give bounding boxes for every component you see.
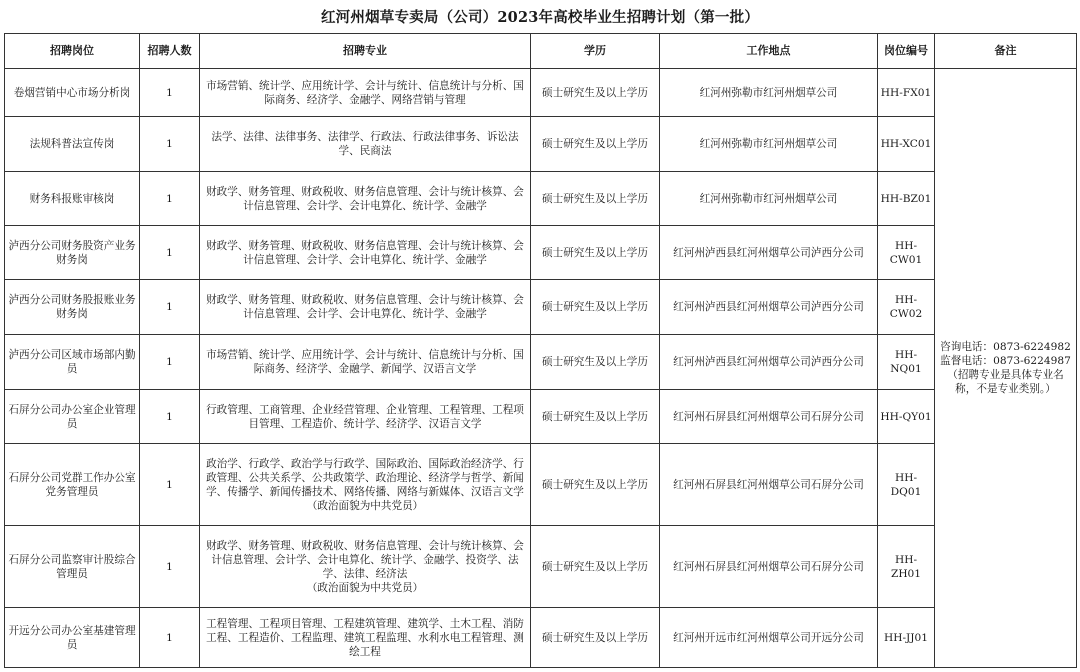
- count-cell: 1: [140, 226, 200, 280]
- position-cell: 财务科报账审核岗: [5, 172, 140, 226]
- location-cell: 红河州石屏县红河州烟草公司石屏分公司: [660, 444, 878, 526]
- majors-cell: [200, 69, 531, 117]
- remarks-cell: [935, 69, 1077, 668]
- position-cell: 石屏分公司监察审计股综合管理员: [5, 526, 140, 608]
- majors-cell: [200, 390, 531, 444]
- location-cell: 红河州弥勒市红河州烟草公司: [660, 69, 878, 117]
- majors-text: 财政学、财务管理、财政税收、财务信息管理、会计与统计核算、会计信息管理、会计学、会计电算化、统计学、金融学: [206, 294, 524, 320]
- code-cell: HH-QY01: [878, 390, 935, 444]
- table-row: [5, 226, 1077, 280]
- location-cell: 红河州泸西县红河州烟草公司泸西分公司: [660, 335, 878, 390]
- education-cell: 硕士研究生及以上学历: [531, 526, 660, 608]
- table-row: [5, 526, 1077, 608]
- count-cell: 1: [140, 117, 200, 172]
- education-cell: 硕士研究生及以上学历: [531, 69, 660, 117]
- page-title: 红河州烟草专卖局（公司）2023年高校毕业生招聘计划（第一批）: [320, 9, 760, 26]
- count-cell: 1: [140, 172, 200, 226]
- education-cell: 硕士研究生及以上学历: [531, 280, 660, 335]
- education-cell: 硕士研究生及以上学历: [531, 226, 660, 280]
- education-cell: 硕士研究生及以上学历: [531, 335, 660, 390]
- code-cell: HH-FX01: [878, 69, 935, 117]
- table-row: [5, 117, 1077, 172]
- code-cell: HH-CW02: [878, 280, 935, 335]
- education-cell: 硕士研究生及以上学历: [531, 117, 660, 172]
- position-cell: 卷烟营销中心市场分析岗: [5, 69, 140, 117]
- header-remarks: 备注: [935, 34, 1077, 69]
- position-cell: 泸西分公司区域市场部内勤员: [5, 335, 140, 390]
- count-cell: 1: [140, 608, 200, 668]
- table-row: [5, 172, 1077, 226]
- position-cell: 泸西分公司财务股报账业务财务岗: [5, 280, 140, 335]
- major-note: （招聘专业是具体专业名称，不是专业类别。）: [947, 369, 1064, 395]
- count-cell: 1: [140, 444, 200, 526]
- header-position: 招聘岗位: [5, 34, 140, 69]
- count-cell: 1: [140, 526, 200, 608]
- header-majors: 招聘专业: [200, 34, 531, 69]
- location-cell: 红河州石屏县红河州烟草公司石屏分公司: [660, 526, 878, 608]
- majors-text: 法学、法律、法律事务、法律学、行政法、行政法律事务、诉讼法学、民商法: [211, 131, 519, 157]
- location-cell: 红河州石屏县红河州烟草公司石屏分公司: [660, 390, 878, 444]
- count-cell: 1: [140, 69, 200, 117]
- majors-text: 财政学、财务管理、财政税收、财务信息管理、会计与统计核算、会计信息管理、会计学、会计电算化、统计学、金融学: [206, 185, 524, 212]
- majors-cell: [200, 280, 531, 335]
- code-cell: HH-ZH01: [878, 526, 935, 608]
- majors-cell: [200, 335, 531, 390]
- education-cell: 硕士研究生及以上学历: [531, 390, 660, 444]
- table-row: [5, 390, 1077, 444]
- location-cell: 红河州开远市红河州烟草公司开远分公司: [660, 608, 878, 668]
- code-cell: HH-DQ01: [878, 444, 935, 526]
- education-cell: 硕士研究生及以上学历: [531, 172, 660, 226]
- header-location: 工作地点: [660, 34, 878, 69]
- position-cell: 开远分公司办公室基建管理员: [5, 608, 140, 668]
- majors-cell: [200, 226, 531, 280]
- majors-text: 市场营销、统计学、应用统计学、会计与统计、信息统计与分析、国际商务、经济学、金融学、网络营销与管理: [206, 79, 524, 106]
- majors-text: 市场营销、统计学、应用统计学、会计与统计、信息统计与分析、国际商务、经济学、金融学、新闻学、汉语言文学: [206, 349, 524, 375]
- code-cell: HH-XC01: [878, 117, 935, 172]
- table-row: [5, 280, 1077, 335]
- supervise-phone: 监督电话：0873-6224987: [940, 355, 1071, 367]
- location-cell: 红河州弥勒市红河州烟草公司: [660, 117, 878, 172]
- location-cell: 红河州泸西县红河州烟草公司泸西分公司: [660, 280, 878, 335]
- education-cell: 硕士研究生及以上学历: [531, 444, 660, 526]
- code-cell: HH-JJ01: [878, 608, 935, 668]
- header-education: 学历: [531, 34, 660, 69]
- majors-text: 工程管理、工程项目管理、工程建筑管理、建筑学、土木工程、消防工程、工程造价、工程监理、建筑工程监理、水利水电工程管理、测绘工程: [206, 617, 524, 658]
- majors-cell: [200, 526, 531, 608]
- code-cell: HH-CW01: [878, 226, 935, 280]
- code-cell: HH-NQ01: [878, 335, 935, 390]
- table-row: [5, 335, 1077, 390]
- position-cell: 石屏分公司党群工作办公室党务管理员: [5, 444, 140, 526]
- majors-cell: [200, 172, 531, 226]
- header-count: 招聘人数: [140, 34, 200, 69]
- location-cell: 红河州弥勒市红河州烟草公司: [660, 172, 878, 226]
- consult-phone: 咨询电话：0873-6224982: [940, 341, 1071, 353]
- position-cell: 法规科普法宣传岗: [5, 117, 140, 172]
- position-cell: 石屏分公司办公室企业管理员: [5, 390, 140, 444]
- recruitment-table: [4, 33, 1077, 668]
- count-cell: 1: [140, 390, 200, 444]
- table-row: [5, 444, 1077, 526]
- table-header-row: [5, 34, 1077, 69]
- party-member-note: （政治面貌为中共党员）: [306, 499, 424, 512]
- count-cell: 1: [140, 335, 200, 390]
- table-row: [5, 69, 1077, 117]
- majors-cell: [200, 444, 531, 526]
- table-row: [5, 608, 1077, 668]
- location-cell: 红河州泸西县红河州烟草公司泸西分公司: [660, 226, 878, 280]
- majors-text: 财政学、财务管理、财政税收、财务信息管理、会计与统计核算、会计信息管理、会计学、会计电算化、统计学、金融学、投资学、法学、法律、经济法: [206, 539, 524, 580]
- majors-text: 政治学、行政学、政治学与行政学、国际政治、国际政治经济学、行政管理、公共关系学、公共政策学、政治理论、经济学与哲学、新闻学、传播学、新闻传播技术、网络传播、网络与新媒体、汉语言文学: [206, 457, 524, 498]
- count-cell: 1: [140, 280, 200, 335]
- majors-cell: [200, 117, 531, 172]
- majors-text: 财政学、财务管理、财政税收、财务信息管理、会计与统计核算、会计信息管理、会计学、会计电算化、统计学、金融学: [206, 239, 524, 266]
- position-cell: 泸西分公司财务股资产业务财务岗: [5, 226, 140, 280]
- code-cell: HH-BZ01: [878, 172, 935, 226]
- education-cell: 硕士研究生及以上学历: [531, 608, 660, 668]
- majors-cell: [200, 608, 531, 668]
- header-code: 岗位编号: [878, 34, 935, 69]
- majors-text: 行政管理、工商管理、企业经营管理、企业管理、工程管理、工程项目管理、工程造价、统计学、经济学、汉语言文学: [206, 403, 524, 430]
- party-member-note: （政治面貌为中共党员）: [306, 581, 424, 594]
